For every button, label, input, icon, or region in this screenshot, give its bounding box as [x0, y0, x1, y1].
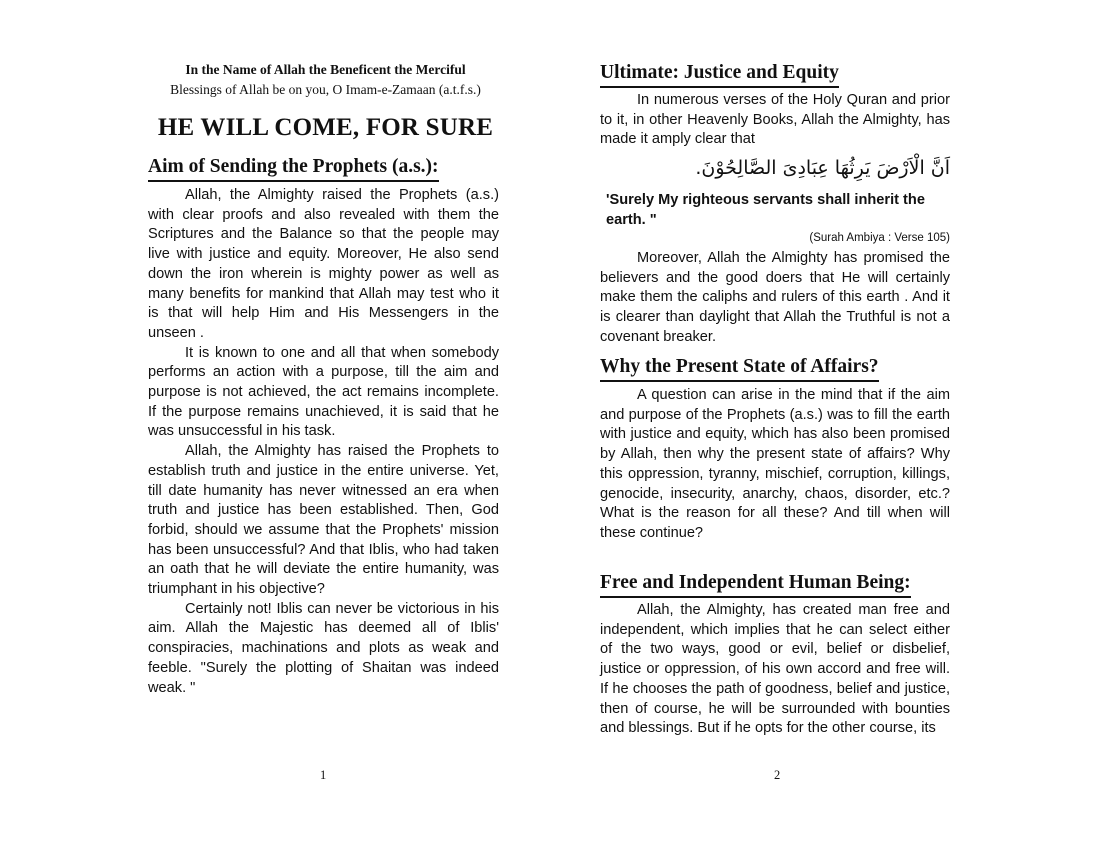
right-para-3: [600, 386, 950, 544]
arabic-verse: اَنَّ الْاَرْضَ يَرِثُهَا عِبَادِىَ الصَّالِحُوْنَ.: [695, 157, 950, 179]
paragraph: Certainly not! Iblis can never be victorious in his aim. Allah the Majestic has deemed all of Iblis' conspiracies, machinations and plots as weak and feeble. "Surely the plotting of Shaitan was indeed weak. ": [148, 600, 499, 696]
blessing-line: Blessings of Allah be on you, O Imam-e-Zamaan (a.t.f.s.): [170, 82, 481, 97]
paragraph: Allah, the Almighty raised the Prophets (a.s.) with clear proofs and also revealed with them the Scriptures and the Balance so that the people may live with justice and equity. Moreover, He also send down the iron wherein is mighty power as well as many benefits for mankind that Allah may test who it is that will help Him and His Messengers in the unseen .: [148, 187, 499, 341]
verse-translation: 'Surely My righteous servants shall inherit the earth. ": [606, 192, 925, 228]
paragraph: It is known to one and all that when somebody performs an action with a purpose, till the aim and purpose is not achieved, the act remains incomplete. If the purpose remains unachieved, it is said that he was unsuccessful in his task.: [148, 344, 499, 440]
right-para-4: [600, 601, 950, 739]
page-number: 2: [774, 768, 781, 782]
page-number: 1: [320, 768, 327, 782]
section-heading-justice: Ultimate: Justice and Equity: [600, 62, 839, 88]
paragraph: Moreover, Allah the Almighty has promised the believers and the good doers that He will certainly make them the caliphs and rulers of this earth . And it is clearer than daylight that Allah the Truthful is not a covenant breaker.: [600, 250, 950, 345]
bismillah-line: In the Name of Allah the Beneficent the Merciful: [185, 62, 466, 77]
paragraph: In numerous verses of the Holy Quran and prior to it, in other Heavenly Books, Allah the Almighty, has made it amply clear that: [600, 92, 950, 148]
paragraph: A question can arise in the mind that if the aim and purpose of the Prophets (a.s.) was to fill the earth with justice and equity, which has also been promised by Allah, then why the present state of affairs? Why this oppression, tyranny, mischief, corruption, killings, genocide, insecurity, anarchy, chaos, disorder, etc.? What is the reason for all these? And till when will these continue?: [600, 387, 950, 541]
verse-citation: (Surah Ambiya : Verse 105): [809, 232, 950, 244]
section-heading-aim: Aim of Sending the Prophets (a.s.):: [148, 156, 439, 182]
right-page: [600, 0, 950, 850]
section-heading-present-state: Why the Present State of Affairs?: [600, 356, 879, 382]
right-para-2: [600, 249, 950, 348]
left-page: [148, 0, 508, 850]
paragraph: Allah, the Almighty has raised the Prophets to establish truth and justice in the entire universe. Yet, till date humanity has never witnessed an era when truth and justice has been established. Then, God forbid, should we assume that the Prophets' mission has been unsuccessful? And that Iblis, who had taken an oath that he will deviate the entire humanity, was triumphant in his objective?: [148, 443, 499, 598]
right-para-1: [600, 91, 950, 150]
paragraph: Allah, the Almighty, has created man free and independent, which implies that he can select either of the two ways, good or evil, belief or disbelief, justice or oppression, of his own accord and free will. If he chooses the path of goodness, belief and justice, then of course, he will be surrounded with bounties and blessings. But if he opts for the other course, its: [600, 602, 950, 737]
section-heading-free-human: Free and Independent Human Being:: [600, 572, 911, 598]
page-title: HE WILL COME, FOR SURE: [157, 114, 494, 141]
left-body: [148, 186, 499, 698]
